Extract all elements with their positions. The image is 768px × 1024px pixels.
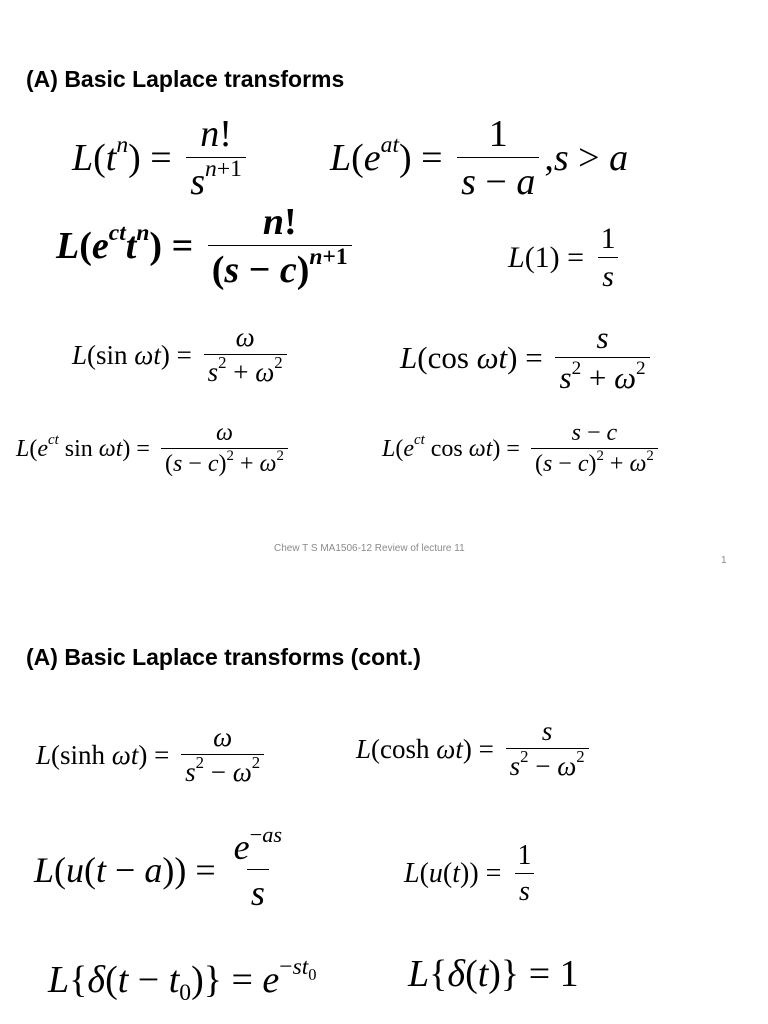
- slide1-footer: Chew T S MA1506-12 Review of lecture 11: [274, 543, 465, 554]
- formula-hyperbolic-cosine: L (cosh ωt ) = $\frac{s}{s^2 - \omega^2}$: [356, 716, 594, 782]
- formula-cosine: L (cos ωt ) = $\frac{s}{s^2 + \omega^2}$: [400, 320, 655, 396]
- formula-sine: L (sin ωt ) = $\frac{\omega}{s^2 + \omega^2}$: [72, 322, 292, 388]
- formula-constant: L (1) = $\frac{1}{s}$: [508, 222, 625, 294]
- slide1-page-number: 1: [721, 555, 727, 566]
- slide2-heading: (A) Basic Laplace transforms (cont.): [26, 644, 421, 670]
- slide1-heading: (A) Basic Laplace transforms: [26, 66, 345, 92]
- formula-unit-step: L ( u ( t )) = $\frac{1}{s}$: [404, 840, 540, 908]
- formula-power: L ( $t^n$ ) = $\frac{n!}{s^{n+1}}$: [72, 112, 251, 204]
- formula-hyperbolic-sine: L (sinh ωt ) = $\frac{\omega}{s^2 - \omega^2}$: [36, 722, 269, 788]
- formula-shifted-power: L ( $e^{ct}t^n$ ) = $\frac{n!}{(s - c)^{n+1}}$: [56, 200, 357, 292]
- formula-damped-sine: L ( $e^{ct}$ sin ωt ) = $\frac{\omega}{(s - c)^2 + \omega^2}$: [16, 420, 293, 478]
- formula-shifted-delta: L { δ ( t − $t_0$ )} = $e^{-st_0}$: [48, 954, 317, 1007]
- formula-shifted-step: L ( u ( t − a )) = $\frac{e^{-as}}{s}$: [34, 822, 283, 913]
- formula-delta: L { δ ( t )} = 1: [408, 953, 579, 995]
- formula-exponential: L ( $e^{at}$ ) = $\frac{1}{s - a}$ , s > a: [330, 113, 629, 203]
- formula-damped-cosine: L ( $e^{ct}$ cos ωt ) = $\frac{s - c}{(s - c)^2 + \omega^2}$: [382, 420, 663, 478]
